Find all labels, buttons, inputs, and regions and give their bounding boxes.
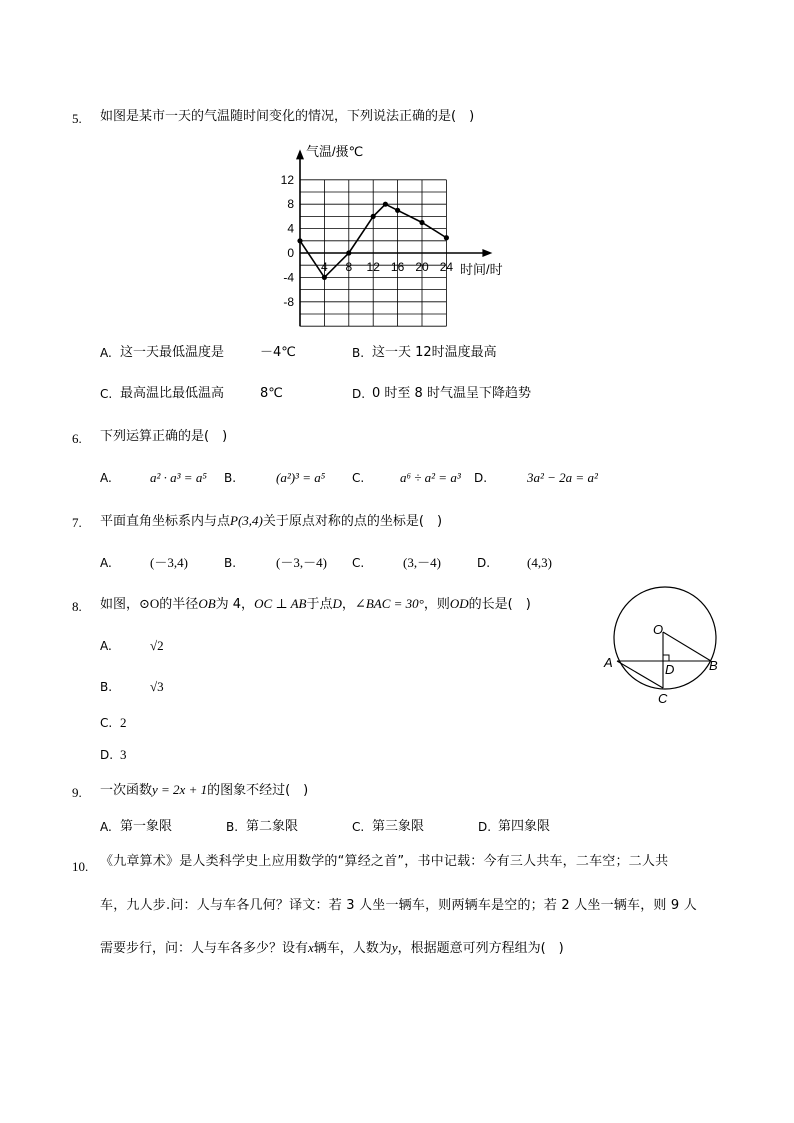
q9-number: 9. xyxy=(72,785,82,800)
q10-var-x: x xyxy=(308,940,314,955)
q6-option-b-expr: (a²)³ = a⁵ xyxy=(276,470,326,485)
q8-stem-6: ，则 xyxy=(423,597,450,612)
q7-option-a-expr: (－3,4) xyxy=(150,555,188,570)
q9-option-b-label: B. xyxy=(226,820,239,834)
q8-stem-angle: ∠BAC = 30° xyxy=(354,596,424,611)
q8-stem-7: 的长是( ) xyxy=(468,597,531,612)
q7-option-b-label: B. xyxy=(224,556,237,570)
q9-stem-post: 的图象不经过( ) xyxy=(207,783,309,798)
label-a: A xyxy=(604,655,613,670)
chart-xlabel: 时间/时 xyxy=(460,262,503,277)
data-point xyxy=(297,238,302,243)
data-point xyxy=(371,214,376,219)
x-tick-label: 20 xyxy=(415,260,429,274)
q10-number: 10. xyxy=(72,859,89,874)
q7-stem xyxy=(100,514,442,528)
y-tick-label: 12 xyxy=(280,172,294,187)
q7-stem-pre: 平面直角坐标系内与点 xyxy=(100,514,231,529)
q7-stem-point: P(3,4) xyxy=(230,513,263,528)
q9-option-d-label: D. xyxy=(478,820,492,834)
q8-stem-ob: OB xyxy=(198,596,216,611)
q8-option-b-label: B. xyxy=(100,680,113,694)
q10-line-1: 《九章算术》是人类科学史上应用数学的“算经之首”，书中记载：今有三人共车，二车空；二人共 xyxy=(100,854,669,869)
q7-option-a-label: A. xyxy=(100,556,112,570)
chart-ylabel: 气温/摄℃ xyxy=(306,144,364,159)
q8-stem-circle: ⊙O xyxy=(139,596,160,611)
q5-number: 5. xyxy=(72,111,82,126)
label-o: O xyxy=(653,622,664,637)
data-point xyxy=(444,235,449,240)
q8-option-d-label: D. xyxy=(100,748,114,762)
q10-line-3-a: 需要步行，问：人与车各多少？设有 xyxy=(100,941,309,956)
data-point xyxy=(383,202,388,207)
y-tick-label: 8 xyxy=(287,197,294,212)
q6-option-a-expr: a² · a³ = a⁵ xyxy=(150,470,207,485)
q10-line-2: 车，九人步.问：人与车各几何？译文：若 3 人坐一辆车，则两辆车是空的；若 2 人坐一辆车，则 9 人 xyxy=(100,898,697,913)
q5-option-a-text: 这一天最低温度是 xyxy=(120,345,225,360)
q5-option-c-label: C. xyxy=(100,387,113,401)
q8-option-b-expr: √3 xyxy=(150,679,164,694)
q8-stem-od: OD xyxy=(449,596,469,611)
q5-option-c-text: 最高温比最低温高 xyxy=(120,386,225,401)
q7-option-c-label: C. xyxy=(352,556,365,570)
q9-option-c-label: C. xyxy=(352,820,365,834)
q8-option-d-expr: 3 xyxy=(120,747,127,762)
q8-stem-4: 于点 xyxy=(306,597,333,612)
q6-option-c-label: C. xyxy=(352,471,365,485)
label-d: D xyxy=(665,662,675,677)
q5-option-b-label: B. xyxy=(352,346,365,360)
q9-option-d-text: 第四象限 xyxy=(498,819,551,834)
label-c: C xyxy=(658,691,668,706)
y-tick-label: -8 xyxy=(283,294,294,309)
q8-option-c-label: C. xyxy=(100,716,113,730)
q6-stem: 下列运算正确的是( ) xyxy=(100,429,228,444)
q6-option-d-expr: 3a² − 2a = a² xyxy=(527,470,598,485)
q6-option-c-expr: a⁶ ÷ a² = a³ xyxy=(400,470,461,485)
q5-option-d-label: D. xyxy=(352,387,366,401)
q9-option-a-label: A. xyxy=(100,820,112,834)
x-tick-label: 4 xyxy=(321,260,328,274)
x-tick-label: 16 xyxy=(390,260,405,274)
q7-option-d-label: D. xyxy=(477,556,491,570)
q5-option-c-value: 8℃ xyxy=(260,386,283,401)
circle-figure xyxy=(598,582,728,708)
x-tick-label: 12 xyxy=(366,260,380,274)
segment-ac xyxy=(617,661,663,688)
q10-line-3-b: 辆车，人数为 xyxy=(313,941,392,956)
y-tick-label: 4 xyxy=(287,221,294,236)
data-point xyxy=(419,220,424,225)
data-point xyxy=(322,275,327,280)
q8-stem-d: D xyxy=(332,596,342,611)
q9-option-b-text: 第二象限 xyxy=(246,819,299,834)
q9-stem-func: y = 2x + 1 xyxy=(152,782,208,797)
q7-option-c-expr: (3,－4) xyxy=(403,555,441,570)
q8-stem-3: 为 4， xyxy=(215,597,255,612)
q9-option-c-text: 第三象限 xyxy=(372,819,425,834)
q6-number: 6. xyxy=(72,431,82,446)
q10-line-3-c: ，根据题意可列方程组为( ) xyxy=(397,941,564,956)
q6-option-d-label: D. xyxy=(474,471,488,485)
data-point xyxy=(395,208,400,213)
q7-option-b-expr: (－3,－4) xyxy=(276,555,327,570)
chart-axes xyxy=(296,149,492,326)
q8-option-a-expr: √2 xyxy=(150,638,164,653)
y-axis-arrow xyxy=(296,149,304,159)
q6-option-b-label: B. xyxy=(224,471,237,485)
temperature-chart xyxy=(276,138,516,334)
q8-option-c-expr: 2 xyxy=(120,715,127,730)
q10-line-3 xyxy=(100,941,564,955)
q5-option-a-label: A. xyxy=(100,346,112,360)
x-tick-label: 8 xyxy=(345,260,353,274)
x-axis-arrow xyxy=(482,249,492,257)
segment-ob xyxy=(663,632,711,661)
q9-option-a-text: 第一象限 xyxy=(120,819,173,834)
q9-stem-pre: 一次函数 xyxy=(100,783,153,798)
q9-stem xyxy=(100,783,308,797)
q5-stem: 如图是某市一天的气温随时间变化的情况，下列说法正确的是( ) xyxy=(100,109,475,124)
y-tick-label: -4 xyxy=(283,270,294,285)
q5-option-b-text: 这一天 12时温度最高 xyxy=(372,345,497,360)
q8-number: 8. xyxy=(72,599,82,614)
data-point xyxy=(346,250,351,255)
q7-option-d-expr: (4,3) xyxy=(527,555,552,570)
q8-stem-1: 如图， xyxy=(100,597,140,612)
q7-number: 7. xyxy=(72,515,82,530)
x-tick-label: 24 xyxy=(439,260,454,274)
q7-stem-post: 关于原点对称的点的坐标是( ) xyxy=(262,514,443,529)
q8-stem-5: ， xyxy=(341,597,355,612)
y-tick-label: 0 xyxy=(287,246,294,260)
q8-stem xyxy=(100,597,531,611)
q5-option-a-value: －4℃ xyxy=(260,345,296,360)
q8-option-a-label: A. xyxy=(100,639,112,653)
q8-stem-2: 的半径 xyxy=(159,597,199,612)
q8-stem-cond: OC ⊥ AB xyxy=(254,596,307,611)
right-angle-mark xyxy=(663,655,669,661)
q5-option-d-text: 0 时至 8 时气温呈下降趋势 xyxy=(372,386,531,401)
label-b: B xyxy=(709,658,718,673)
q10-var-y: y xyxy=(391,940,398,955)
q6-option-a-label: A. xyxy=(100,471,112,485)
